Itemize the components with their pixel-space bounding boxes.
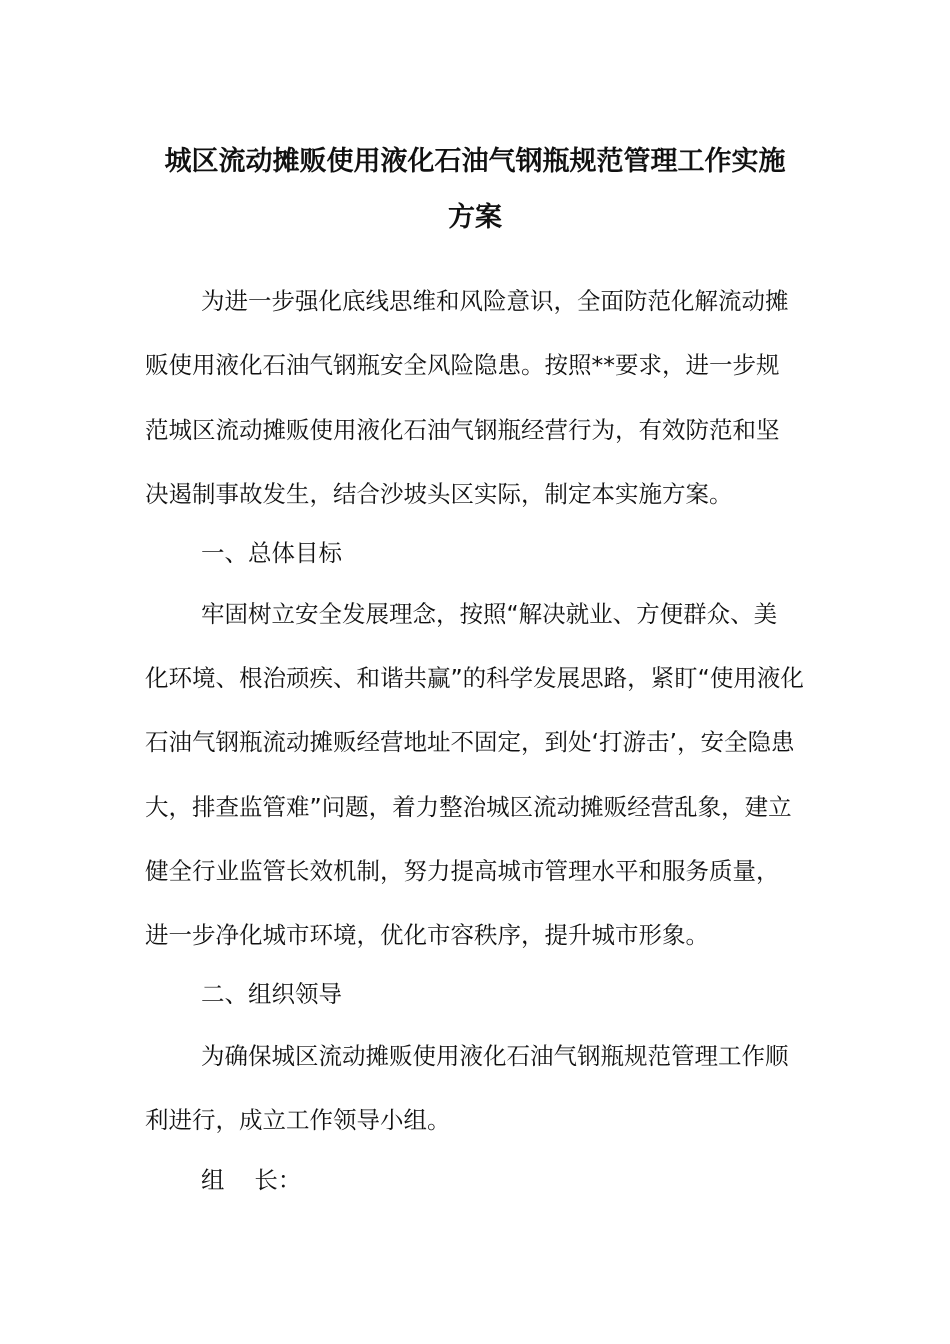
- paragraph-2-line-5: 健全行业监管长效机制，努力提高城市管理水平和服务质量，: [145, 857, 780, 885]
- paragraph-1-line-3: 范城区流动摊贩使用液化石油气钢瓶经营行为，有效防范和坚: [145, 416, 780, 444]
- paragraph-3-line-1: 为确保城区流动摊贩使用液化石油气钢瓶规范管理工作顺: [201, 1042, 789, 1070]
- leader-label: 组 长：: [201, 1166, 302, 1194]
- document-title: [140, 134, 810, 246]
- section-heading-1: 一、总体目标: [201, 539, 342, 567]
- title-line-2: 方案: [448, 202, 502, 233]
- paragraph-2-line-6: 进一步净化城市环境，优化市容秩序，提升城市形象。: [145, 921, 709, 949]
- paragraph-3-line-2: 利进行，成立工作领导小组。: [145, 1106, 451, 1134]
- paragraph-2-line-2: 化环境、根治顽疾、和谐共赢”的科学发展思路，紧盯“使用液化: [145, 664, 804, 692]
- paragraph-1-line-4: 决遏制事故发生，结合沙坡头区实际，制定本实施方案。: [145, 480, 733, 508]
- paragraph-1-line-2: 贩使用液化石油气钢瓶安全风险隐患。按照**要求，进一步规: [145, 351, 780, 379]
- title-line-1: 城区流动摊贩使用液化石油气钢瓶规范管理工作实施: [164, 146, 786, 177]
- paragraph-2-line-1: 牢固树立安全发展理念，按照“解决就业、方便群众、美: [201, 600, 778, 628]
- paragraph-2-line-4: 大，排查监管难”问题，着力整治城区流动摊贩经营乱象，建立: [145, 793, 792, 821]
- section-heading-2: 二、组织领导: [201, 980, 342, 1008]
- paragraph-2-line-3: 石油气钢瓶流动摊贩经营地址不固定，到处‘打游击’，安全隐患: [145, 728, 795, 756]
- paragraph-1-line-1: 为进一步强化底线思维和风险意识，全面防范化解流动摊: [201, 287, 789, 315]
